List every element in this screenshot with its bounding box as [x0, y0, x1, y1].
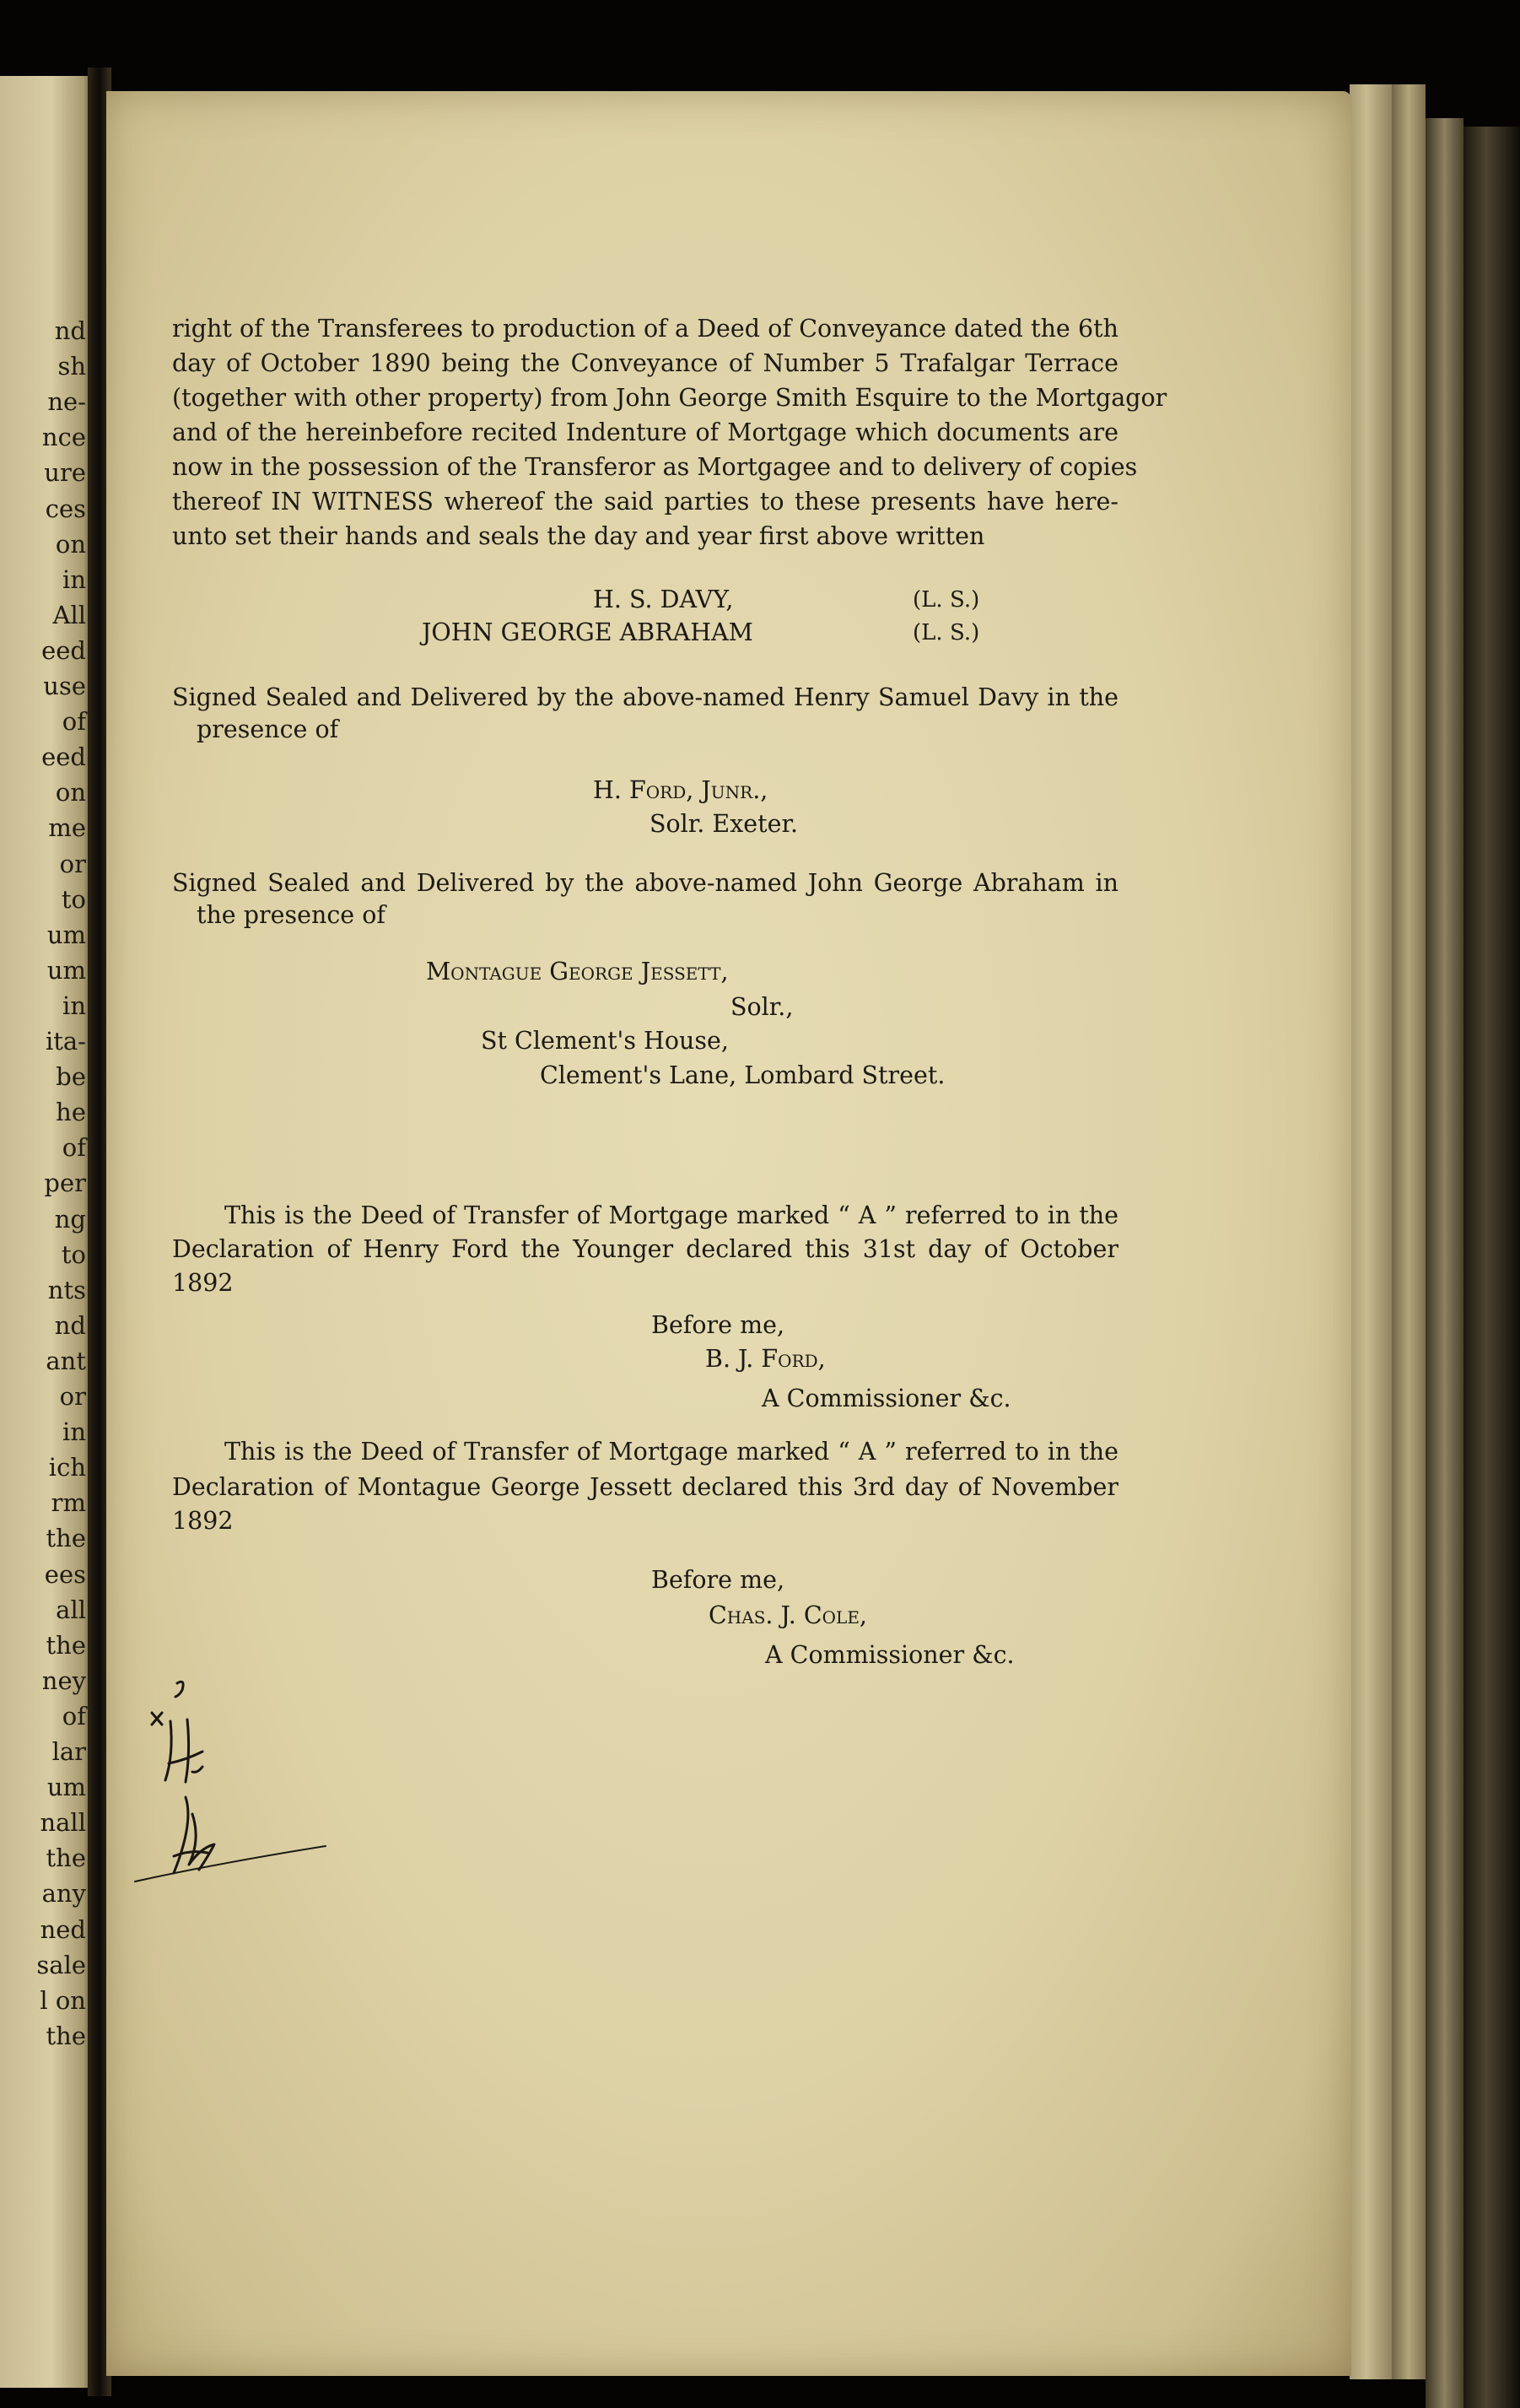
seal-mark: (L. S.)	[913, 587, 980, 613]
pencil-mark	[175, 1682, 183, 1697]
exhibit-line: Declaration of Henry Ford the Younger declared this 31st day of October	[172, 1235, 1118, 1263]
left-page-text-fragment: um	[46, 955, 86, 985]
left-page-text-fragment: all	[56, 1595, 86, 1624]
deed-paragraph-line: and of the hereinbefore recited Indenture of Mortgage which documents are	[172, 418, 1118, 446]
left-page-text-fragment: of	[62, 1133, 86, 1163]
commissioner-name: Chas. J. Cole,	[709, 1601, 867, 1629]
left-page-text-fragment: nts	[47, 1275, 86, 1304]
deed-paragraph-line: unto set their hands and seals the day and year first above written	[172, 522, 985, 550]
left-page-text-fragment: the	[46, 2021, 86, 2050]
left-page-text-fragment: the	[46, 1844, 86, 1873]
left-page-text-fragment: ned	[40, 1914, 86, 1944]
left-page-text-fragment: to	[61, 884, 86, 914]
left-page-text-fragment: of	[62, 1701, 86, 1730]
witness-name: Montague George Jessett,	[426, 958, 729, 985]
left-page-text-fragment: ng	[54, 1204, 86, 1234]
left-page-text-fragment: he	[56, 1098, 86, 1127]
cross-mark	[152, 1713, 162, 1725]
left-page-text-fragment: or	[59, 849, 86, 878]
left-page-text-fragment: ita-	[45, 1027, 86, 1056]
page-stack-edge	[1426, 118, 1463, 2408]
left-page-text-fragment: ees	[44, 1559, 86, 1589]
deed-paragraph-line: now in the possession of the Transferor as Mortgagee and to delivery of copies	[172, 453, 1138, 481]
left-page-text-fragment: lar	[51, 1737, 86, 1766]
left-page-text-fragment: ure	[44, 458, 86, 488]
left-page-text-fragment: per	[44, 1169, 86, 1198]
page-stack-edge	[1392, 84, 1426, 2379]
witness-title: Solr.,	[730, 993, 794, 1021]
exhibit-line: 1892	[172, 1507, 234, 1535]
initials-j-a	[174, 1797, 214, 1873]
exhibit-line: This is the Deed of Transfer of Mortgage marked “ A ” referred to in the	[224, 1438, 1118, 1466]
left-page-text-fragment: l on	[40, 1985, 86, 2015]
commissioner-name: B. J. Ford,	[705, 1345, 826, 1373]
attestation-line: Signed Sealed and Delivered by the above-named John George Abraham in	[172, 869, 1118, 897]
exhibit-line: This is the Deed of Transfer of Mortgage marked “ A ” referred to in the	[224, 1201, 1118, 1229]
left-page-text-fragment: in	[62, 1417, 86, 1447]
left-page-text-fragment: sale	[36, 1950, 86, 1979]
left-page-text-fragment: of	[62, 707, 86, 737]
left-page-text-fragment: nce	[41, 423, 86, 452]
commissioner-before: Before me,	[651, 1566, 785, 1594]
left-page-text-fragment: eed	[41, 742, 86, 772]
left-page-text-fragment: nd	[54, 1310, 86, 1340]
deed-paragraph-line: thereof IN WITNESS whereof the said parties to these presents have here-	[172, 488, 1118, 516]
left-page-text-fragment: sh	[57, 352, 86, 381]
left-page-fragment	[0, 76, 93, 2388]
left-page-text-fragment: ich	[48, 1453, 86, 1482]
witness-address: St Clement's House,	[481, 1027, 729, 1055]
left-page-text-fragment: to	[61, 1239, 86, 1269]
left-page-text-fragment: on	[55, 529, 86, 559]
left-page-text-fragment: um	[46, 920, 86, 949]
left-page-text-fragment: rm	[51, 1488, 86, 1518]
commissioner-title: A Commissioner &c.	[762, 1385, 1011, 1412]
left-page-text-fragment: ces	[45, 494, 86, 523]
commissioner-before: Before me,	[651, 1311, 785, 1339]
signatory-name: JOHN GEORGE ABRAHAM	[422, 618, 753, 646]
page-stack-edge	[1463, 127, 1520, 2408]
left-page-text-fragment: on	[55, 778, 86, 807]
left-page-text-fragment: nd	[54, 316, 86, 345]
attestation-line: Signed Sealed and Delivered by the above-named Henry Samuel Davy in the	[172, 683, 1118, 711]
deed-paragraph-line: (together with other property) from John George Smith Esquire to the Mortgagor	[172, 384, 1167, 412]
left-page-text-fragment: the	[46, 1630, 86, 1660]
deed-paragraph-line: day of October 1890 being the Conveyance of Number 5 Trafalgar Terrace	[172, 349, 1118, 377]
initials-h-h	[165, 1720, 202, 1782]
seal-mark: (L. S.)	[913, 620, 980, 645]
left-page-text-fragment: ant	[46, 1346, 86, 1375]
left-page-text-fragment: the	[46, 1524, 86, 1553]
left-page-text-fragment: in	[62, 991, 86, 1020]
commissioner-title: A Commissioner &c.	[765, 1641, 1015, 1669]
left-page-text-fragment: eed	[41, 635, 86, 665]
witness-name: H. Ford, Junr.,	[593, 776, 768, 804]
left-page-text-fragment: use	[43, 672, 86, 700]
left-page-text-fragment: in	[62, 564, 86, 594]
left-page-text-fragment: me	[48, 813, 86, 843]
left-page-text-fragment: be	[56, 1062, 86, 1092]
left-page-text-fragment: ney	[41, 1666, 86, 1695]
page-stack-edge	[1350, 84, 1392, 2379]
exhibit-line: Declaration of Montague George Jessett declared this 3rd day of November	[172, 1473, 1118, 1501]
left-page-text-fragment: All	[52, 600, 86, 629]
signatory-name: H. S. DAVY,	[593, 586, 734, 613]
handwritten-initials	[127, 1671, 329, 1890]
left-page-text-fragment: or	[59, 1382, 86, 1411]
attestation-line: the presence of	[197, 901, 385, 929]
left-page-text-fragment: nall	[40, 1808, 86, 1838]
left-page-text-fragment: any	[41, 1879, 86, 1909]
left-page-text-fragment: ne-	[47, 387, 86, 417]
witness-title: Solr. Exeter.	[650, 810, 799, 838]
attestation-line: presence of	[197, 715, 339, 743]
left-page-text-fragment: um	[46, 1773, 86, 1802]
signature-underline	[135, 1846, 326, 1882]
witness-address: Clement's Lane, Lombard Street.	[540, 1061, 946, 1089]
deed-paragraph-line: right of the Transferees to production of a Deed of Conveyance dated the 6th	[172, 315, 1118, 343]
exhibit-line: 1892	[172, 1269, 234, 1297]
